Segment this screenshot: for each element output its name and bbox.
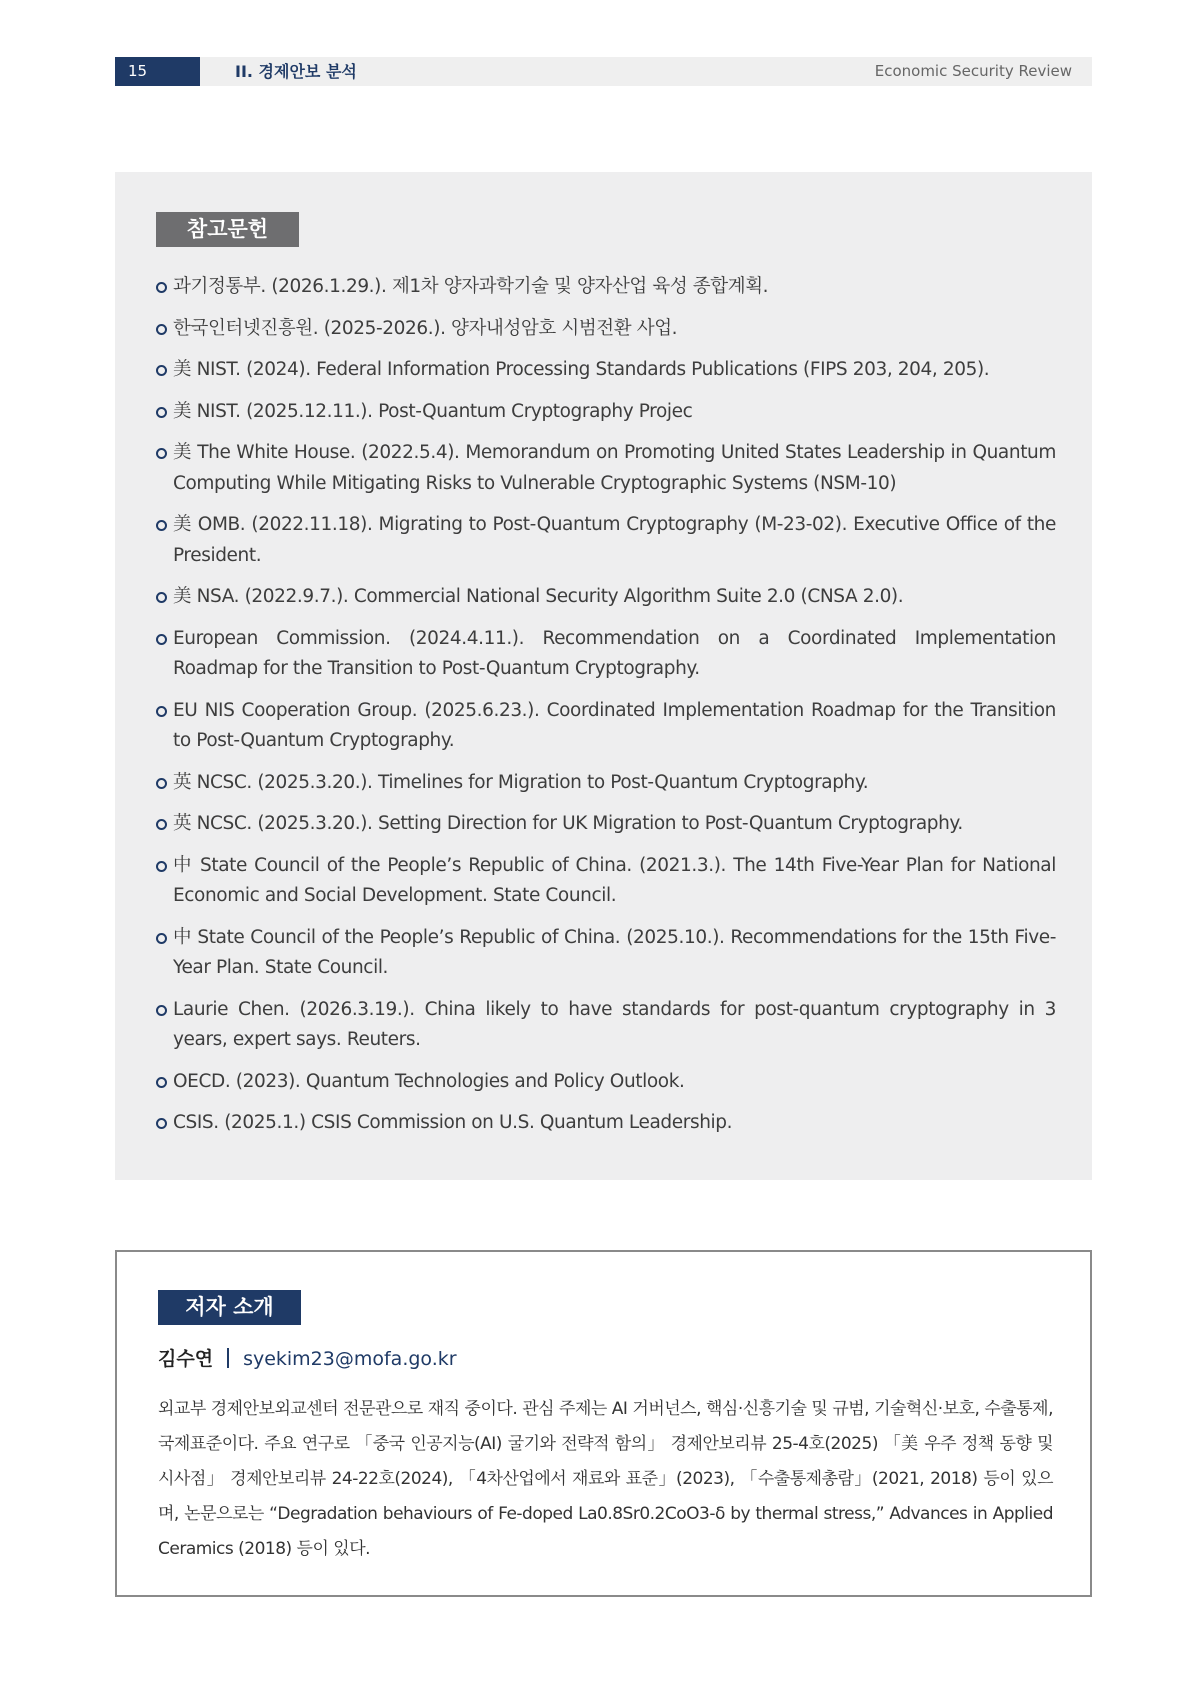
reference-text: 美 NSA. (2022.9.7.). Commercial National Security Algorithm Suite 2.0 (CNSA 2.0). (173, 586, 904, 607)
circle-bullet-icon (156, 282, 167, 293)
circle-bullet-icon (156, 448, 167, 459)
reference-item (156, 696, 1056, 757)
page-header (115, 57, 1092, 86)
circle-bullet-icon (156, 778, 167, 789)
reference-text: OECD. (2023). Quantum Technologies and Policy Outlook. (173, 1070, 685, 1092)
reference-item (156, 582, 1056, 613)
references-list (156, 272, 1056, 1150)
reference-item (156, 355, 1056, 386)
reference-text: 英 NCSC. (2025.3.20.). Setting Direction for UK Migration to Post-Quantum Cryptography. (173, 813, 963, 834)
circle-bullet-icon (156, 1077, 167, 1088)
circle-bullet-icon (156, 592, 167, 603)
reference-text: European Commission. (2024.4.11.). Recommendation on a Coordinated Implementation Roadmap for the Transition to Post-Quantum Cryptography. (173, 627, 1056, 679)
author-email: syekim23@mofa.go.kr (243, 1348, 457, 1370)
author-separator (227, 1348, 229, 1368)
author-line (158, 1344, 457, 1374)
circle-bullet-icon (156, 861, 167, 872)
reference-item (156, 438, 1056, 499)
reference-text: 英 NCSC. (2025.3.20.). Timelines for Migration to Post-Quantum Cryptography. (173, 771, 869, 793)
reference-item (156, 995, 1056, 1056)
reference-item (156, 923, 1056, 984)
circle-bullet-icon (156, 1118, 167, 1129)
reference-text: 과기정통부. (2026.1.29.). 제1차 양자과학기술 및 양자산업 육성 종합계획. (173, 276, 769, 297)
reference-text: CSIS. (2025.1.) CSIS Commission on U.S. Quantum Leadership. (173, 1112, 733, 1133)
author-bio: 외교부 경제안보외교센터 전문관으로 재직 중이다. 관심 주제는 AI 거버넌스, 핵심·신흥기술 및 규범, 기술혁신·보호, 수출통제, 국제표준이다. 주요 연구로 「중국 인공지능(AI) 굴기와 전략적 함의」 경제안보리뷰 25-4호(2025) 「美 우주 정책 동향 및 시사점」 경제안보리뷰 24-22호(2024), 「4차산업에서 재료와 표준」(2023), 「수출통제총람」(2021, 2018) 등이 있으며, 논문으로는 “Degradation behaviours of Fe-doped La0.8Sr0.2CoO3-δ by thermal stress,” Advances in Applied Ceramics (2018) 등이 있다. (158, 1399, 1053, 1559)
reference-item (156, 1067, 1056, 1098)
circle-bullet-icon (156, 819, 167, 830)
references-title: 참고문헌 (156, 212, 299, 247)
reference-item (156, 272, 1056, 303)
reference-item (156, 851, 1056, 912)
author-name: 김수연 (158, 1348, 214, 1370)
reference-item (156, 768, 1056, 799)
reference-item (156, 624, 1056, 685)
reference-item (156, 809, 1056, 840)
reference-text: 美 NIST. (2025.12.11.). Post-Quantum Cryptography Projec (173, 400, 693, 422)
circle-bullet-icon (156, 634, 167, 645)
reference-text: 美 NIST. (2024). Federal Information Processing Standards Publications (FIPS 203, 204, 205). (173, 359, 990, 380)
circle-bullet-icon (156, 407, 167, 418)
reference-text: 美 The White House. (2022.5.4). Memorandum on Promoting United States Leadership in Quantum Computing While Mitigating Risks to Vulnerable Cryptographic Systems (NSM-10) (173, 442, 1056, 494)
circle-bullet-icon (156, 933, 167, 944)
circle-bullet-icon (156, 365, 167, 376)
reference-text: 美 OMB. (2022.11.18). Migrating to Post-Quantum Cryptography (M-23-02). Executive Office of the President. (173, 514, 1056, 566)
reference-item (156, 397, 1056, 428)
author-box (115, 1250, 1092, 1597)
reference-text: 한국인터넷진흥원. (2025-2026.). 양자내성암호 시범전환 사업. (173, 317, 678, 339)
circle-bullet-icon (156, 520, 167, 531)
page-number: 15 (115, 57, 200, 86)
reference-text: EU NIS Cooperation Group. (2025.6.23.). Coordinated Implementation Roadmap for the Transition to Post-Quantum Cryptography. (173, 699, 1056, 751)
references-box (115, 172, 1092, 1180)
circle-bullet-icon (156, 1005, 167, 1016)
reference-text: 中 State Council of the People’s Republic of China. (2025.10.). Recommendations for the 15th Five-Year Plan. State Council. (173, 926, 1056, 978)
section-title: II. 경제안보 분석 (235, 62, 357, 81)
journal-name: Economic Security Review (874, 62, 1072, 80)
reference-item (156, 314, 1056, 345)
circle-bullet-icon (156, 324, 167, 335)
reference-text: 中 State Council of the People’s Republic of China. (2021.3.). The 14th Five-Year Plan for National Economic and Social Development. State Council. (173, 854, 1056, 906)
reference-text: Laurie Chen. (2026.3.19.). China likely to have standards for post-quantum cryptography in 3 years, expert says. Reuters. (173, 998, 1056, 1050)
author-title: 저자 소개 (158, 1290, 301, 1325)
reference-item (156, 510, 1056, 571)
circle-bullet-icon (156, 706, 167, 717)
reference-item (156, 1108, 1056, 1139)
